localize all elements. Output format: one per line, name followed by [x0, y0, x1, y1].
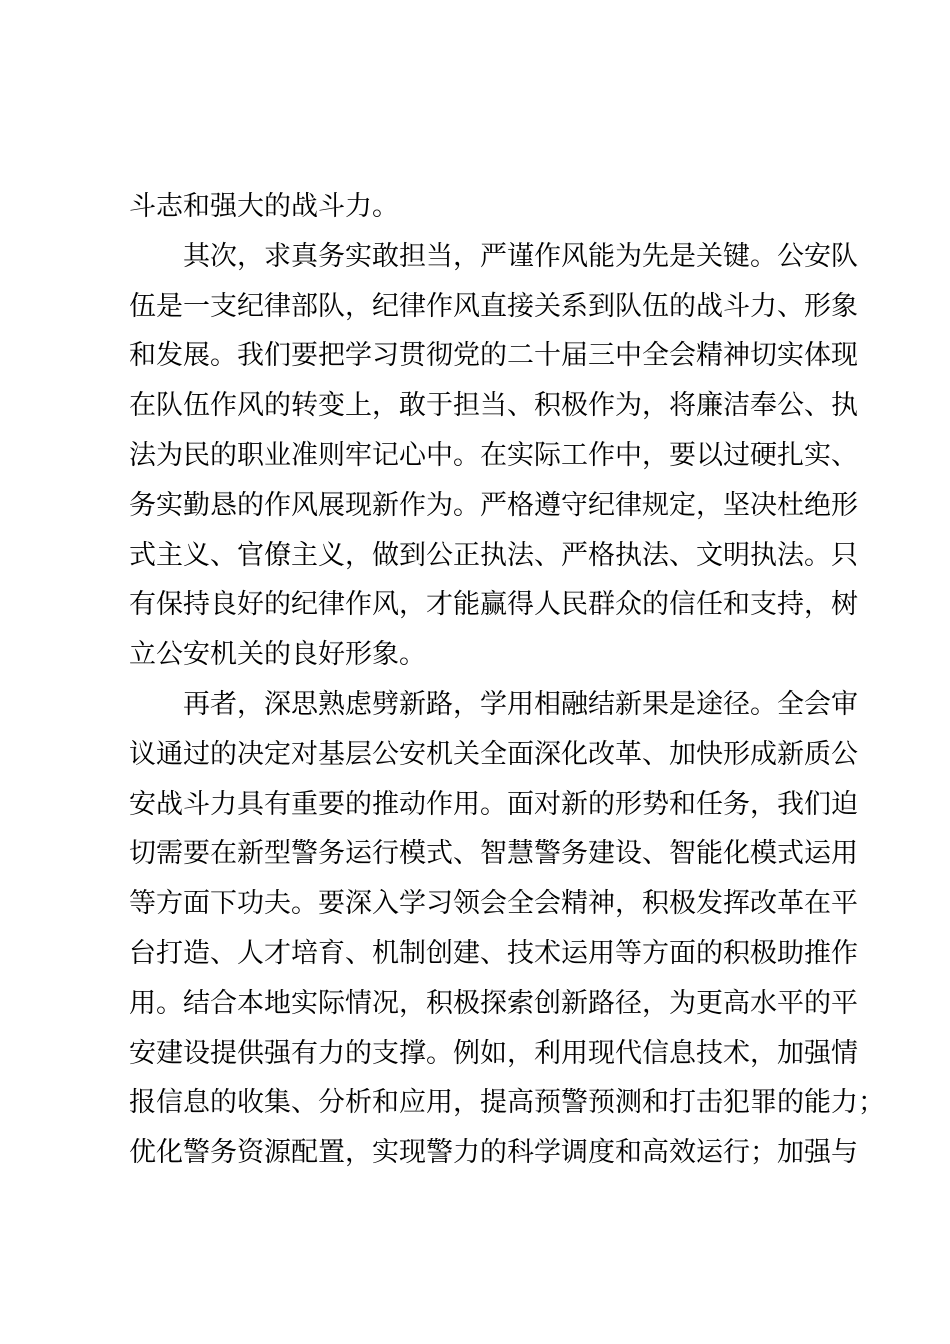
text-line: 式主义、官僚主义，做到公正执法、严格执法、文明执法。只: [129, 539, 858, 571]
text-line: 台打造、人才培育、机制创建、技术运用等方面的积极助推作: [129, 937, 858, 969]
text-line: 安建设提供强有力的支撑。例如，利用现代信息技术，加强情: [129, 1037, 858, 1069]
text-line: 法为民的职业准则牢记心中。在实际工作中，要以过硬扎实、: [129, 439, 858, 471]
text-line: 再者，深思熟虑劈新路，学用相融结新果是途径。全会审: [129, 688, 858, 720]
text-line: 议通过的决定对基层公安机关全面深化改革、加快形成新质公: [129, 738, 858, 770]
text-line: 用。结合本地实际情况，积极探索创新路径，为更高水平的平: [129, 987, 858, 1019]
text-line: 报信息的收集、分析和应用，提高预警预测和打击犯罪的能力；: [129, 1087, 885, 1119]
text-line: 其次，求真务实敢担当，严谨作风能为先是关键。公安队: [129, 240, 858, 272]
text-line: 切需要在新型警务运行模式、智慧警务建设、智能化模式运用: [129, 838, 858, 870]
text-line: 和发展。我们要把学习贯彻党的二十届三中全会精神切实体现: [129, 340, 858, 372]
text-line: 伍是一支纪律部队，纪律作风直接关系到队伍的战斗力、形象: [129, 290, 858, 322]
text-line: 立公安机关的良好形象。: [129, 639, 426, 671]
text-line: 有保持良好的纪律作风，才能赢得人民群众的信任和支持，树: [129, 589, 858, 621]
text-line: 安战斗力具有重要的推动作用。面对新的形势和任务，我们迫: [129, 788, 858, 820]
body-text: [129, 182, 885, 1178]
text-line: 等方面下功夫。要深入学习领会全会精神，积极发挥改革在平: [129, 888, 858, 920]
text-line: 务实勤恳的作风展现新作为。严格遵守纪律规定，坚决杜绝形: [129, 489, 858, 521]
text-line: 斗志和强大的战斗力。: [129, 191, 399, 222]
text-line: 优化警务资源配置，实现警力的科学调度和高效运行；加强与: [129, 1137, 858, 1169]
text-line: 在队伍作风的转变上，敢于担当、积极作为，将廉洁奉公、执: [129, 390, 858, 422]
